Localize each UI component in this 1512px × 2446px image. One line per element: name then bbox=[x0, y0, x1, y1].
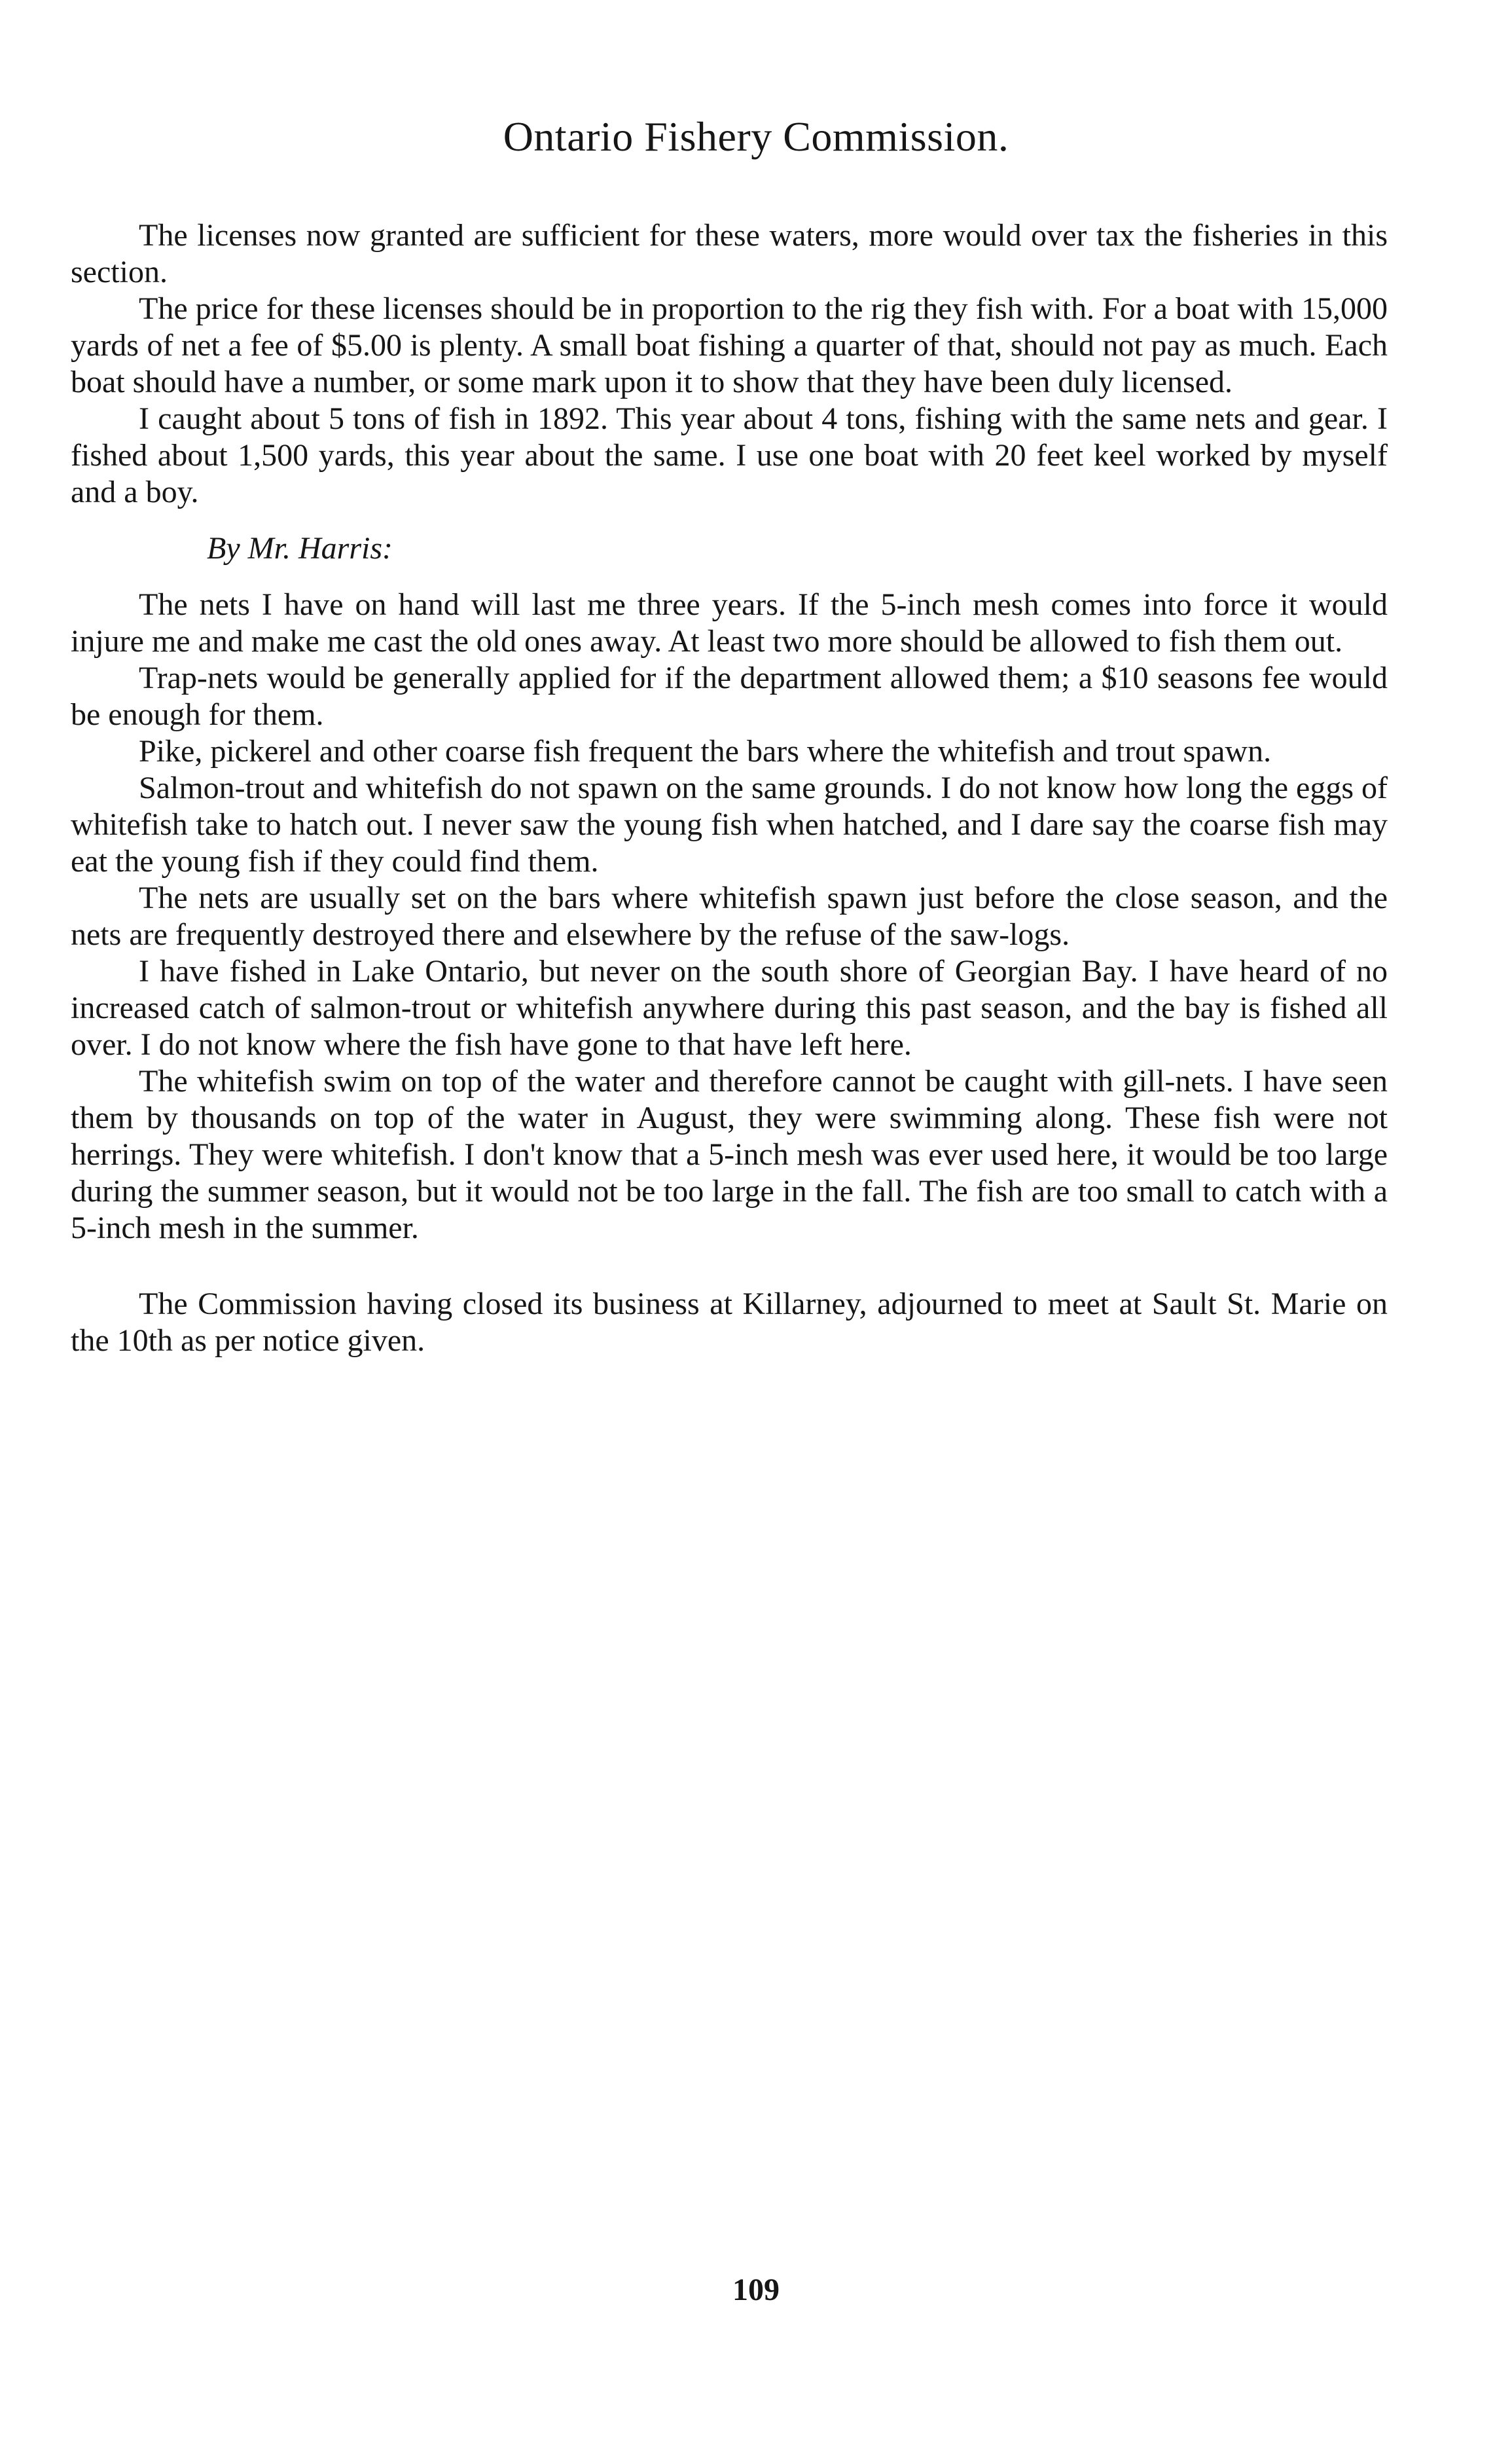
paragraph: I have fished in Lake Ontario, but never on the south shore of Georgian Bay. I have heard of no increased catch of salmon-trout or whitefish anywhere during this past season, and the bay is fished all over. I do not know where the fish have gone to that have left here. bbox=[71, 954, 1388, 1062]
running-title: Ontario Fishery Commission. bbox=[503, 113, 1009, 160]
paragraph: Salmon-trout and whitefish do not spawn on the same grounds. I do not know how long the eggs of whitefish take to hatch out. I never saw the young fish when hatched, and I dare say the coarse fish may eat the young fish if they could find them. bbox=[71, 771, 1388, 879]
paragraph: The licenses now granted are sufficient for these waters, more would over tax the fisheries in this section. bbox=[71, 218, 1388, 289]
paragraph: The whitefish swim on top of the water and therefore cannot be caught with gill-nets. I have seen them by thousands on top of the water in August, they were swimming along. These fish were not herrings. They were whitefish. I don't know that a 5-inch mesh was ever used here, it would be too large during the summer season, but it would not be too large in the fall. The fish are too small to catch with a 5-inch mesh in the summer. bbox=[71, 1064, 1388, 1245]
paragraph: I caught about 5 tons of fish in 1892. This year about 4 tons, fishing with the same nets and gear. I fished about 1,500 yards, this year about the same. I use one boat with 20 feet keel worked by myself and a boy. bbox=[71, 401, 1388, 509]
paragraph: Trap-nets would be generally applied for if the department allowed them; a $10 seasons fee would be enough for them. bbox=[71, 661, 1388, 732]
page-number: 109 bbox=[732, 2273, 780, 2307]
paragraph: The nets are usually set on the bars where whitefish spawn just before the close season, and the nets are frequently destroyed there and elsewhere by the refuse of the saw-logs. bbox=[71, 881, 1388, 952]
body-text bbox=[71, 217, 1388, 1359]
paragraph: Pike, pickerel and other coarse fish frequent the bars where the whitefish and trout spawn. bbox=[139, 734, 1272, 769]
speaker-heading: By Mr. Harris: bbox=[207, 531, 393, 566]
closing-paragraph: The Commission having closed its business at Killarney, adjourned to meet at Sault St. Marie on the 10th as per notice given. bbox=[71, 1287, 1388, 1358]
paragraph: The nets I have on hand will last me three years. If the 5-inch mesh comes into force it would injure me and make me cast the old ones away. At least two more should be allowed to fish them out. bbox=[71, 587, 1388, 659]
paragraph: The price for these licenses should be in proportion to the rig they fish with. For a boat with 15,000 yards of net a fee of $5.00 is plenty. A small boat fishing a quarter of that, should not pay as much. Each boat should have a number, or some mark upon it to show that they have been duly licensed. bbox=[71, 291, 1388, 399]
